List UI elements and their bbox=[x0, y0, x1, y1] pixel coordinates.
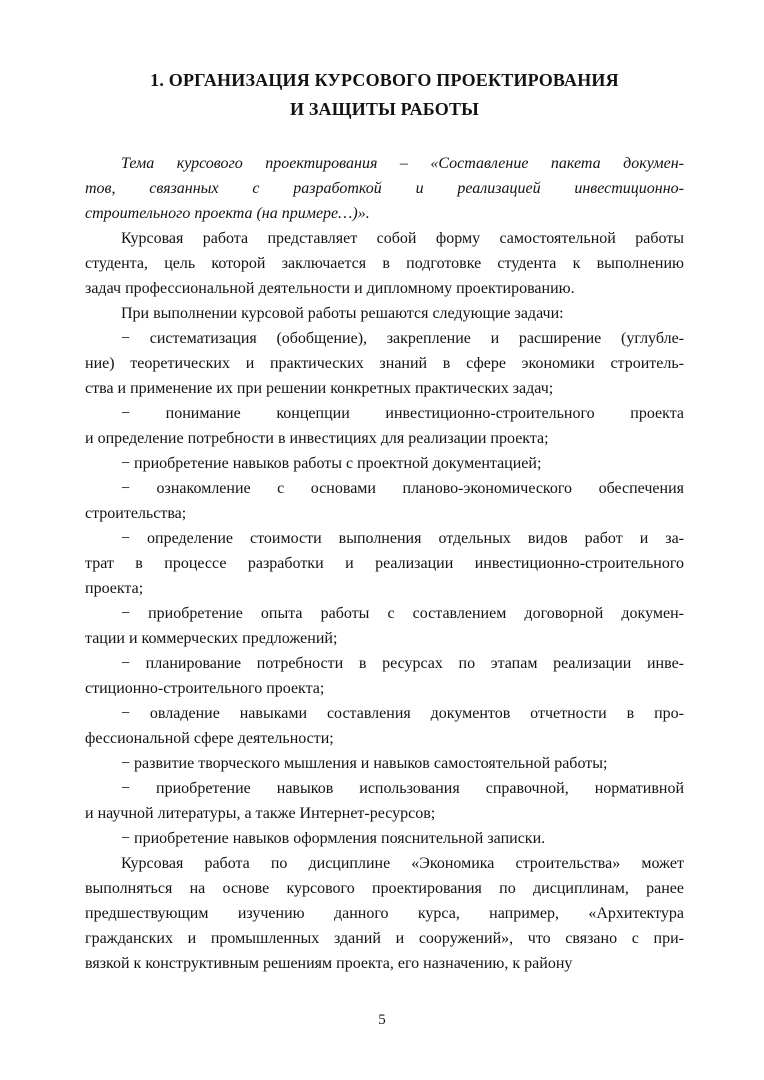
text-line: тации и коммерческих предложений; bbox=[85, 630, 338, 647]
text-line: строительного проекта (на примере…)». bbox=[85, 205, 370, 222]
text-line: − понимание концепции инвестиционно-строительного проекта bbox=[121, 405, 684, 422]
text-line: ства и применение их при решении конкретных практических задач; bbox=[85, 380, 554, 397]
text-line: трат в процессе разработки и реализации инвестиционно-строительного bbox=[85, 555, 684, 572]
text-line: вязкой к конструктивным решениям проекта, его назначению, к району bbox=[85, 955, 573, 972]
paragraph bbox=[85, 301, 684, 326]
paragraph bbox=[85, 476, 684, 526]
text-line: − планирование потребности в ресурсах по этапам реализации инве- bbox=[121, 655, 684, 672]
section-title bbox=[85, 66, 684, 124]
text-line: студента, цель которой заключается в подготовке студента к выполнению bbox=[85, 255, 684, 272]
text-line: Курсовая работа представляет собой форму самостоятельной работы bbox=[121, 230, 684, 247]
text-line: гражданских и промышленных зданий и сооружений», что связано с при- bbox=[85, 930, 684, 947]
section-title-line-1: 1. ОРГАНИЗАЦИЯ КУРСОВОГО ПРОЕКТИРОВАНИЯ bbox=[150, 70, 619, 90]
paragraph bbox=[85, 601, 684, 651]
text-line: Курсовая работа по дисциплине «Экономика строительства» может bbox=[121, 855, 684, 872]
text-line: − приобретение навыков оформления пояснительной записки. bbox=[121, 830, 546, 847]
text-line: − приобретение навыков работы с проектной документацией; bbox=[121, 455, 542, 472]
text-line: предшествующим изучению данного курса, например, «Архитектура bbox=[85, 905, 684, 922]
paragraph bbox=[85, 651, 684, 701]
text-line: выполняться на основе курсового проектирования по дисциплинам, ранее bbox=[85, 880, 684, 897]
text-line: ние) теоретических и практических знаний в сфере экономики строитель- bbox=[85, 355, 684, 372]
text-line: проекта; bbox=[85, 580, 144, 597]
text-line: тов, связанных с разработкой и реализацией инвестиционно- bbox=[85, 180, 684, 197]
text-line: − ознакомление с основами планово-экономического обеспечения bbox=[121, 480, 684, 497]
text-line: − развитие творческого мышления и навыков самостоятельной работы; bbox=[121, 755, 608, 772]
text-line: стиционно-строительного проекта; bbox=[85, 680, 325, 697]
paragraph bbox=[85, 851, 684, 976]
page-number: 5 bbox=[378, 1012, 386, 1028]
text-line: − определение стоимости выполнения отдельных видов работ и за- bbox=[121, 530, 684, 547]
text-line: и определение потребности в инвестициях для реализации проекта; bbox=[85, 430, 549, 447]
text-line: фессиональной сфере деятельности; bbox=[85, 730, 334, 747]
paragraph bbox=[85, 751, 684, 776]
text-line: и научной литературы, а также Интернет-ресурсов; bbox=[85, 805, 436, 822]
paragraph bbox=[85, 826, 684, 851]
paragraph bbox=[85, 226, 684, 301]
paragraph bbox=[85, 326, 684, 401]
page-content bbox=[85, 66, 684, 976]
paragraph bbox=[85, 776, 684, 826]
paragraph bbox=[85, 451, 684, 476]
text-line: Тема курсового проектирования – «Составление пакета докумен- bbox=[121, 155, 684, 172]
section-title-line-2: И ЗАЩИТЫ РАБОТЫ bbox=[289, 99, 480, 119]
text-line: − систематизация (обобщение), закрепление и расширение (углубле- bbox=[121, 330, 684, 347]
paragraph bbox=[85, 151, 684, 226]
text-line: − овладение навыками составления документов отчетности в про- bbox=[121, 705, 684, 722]
text-line: − приобретение опыта работы с составлением договорной докумен- bbox=[121, 605, 684, 622]
text-line: − приобретение навыков использования справочной, нормативной bbox=[121, 780, 684, 797]
paragraph bbox=[85, 401, 684, 451]
text-line: При выполнении курсовой работы решаются следующие задачи: bbox=[121, 305, 564, 322]
document-body bbox=[85, 151, 684, 976]
text-line: задач профессиональной деятельности и дипломному проектированию. bbox=[85, 280, 575, 297]
paragraph bbox=[85, 526, 684, 601]
text-line: строительства; bbox=[85, 505, 187, 522]
paragraph bbox=[85, 701, 684, 751]
